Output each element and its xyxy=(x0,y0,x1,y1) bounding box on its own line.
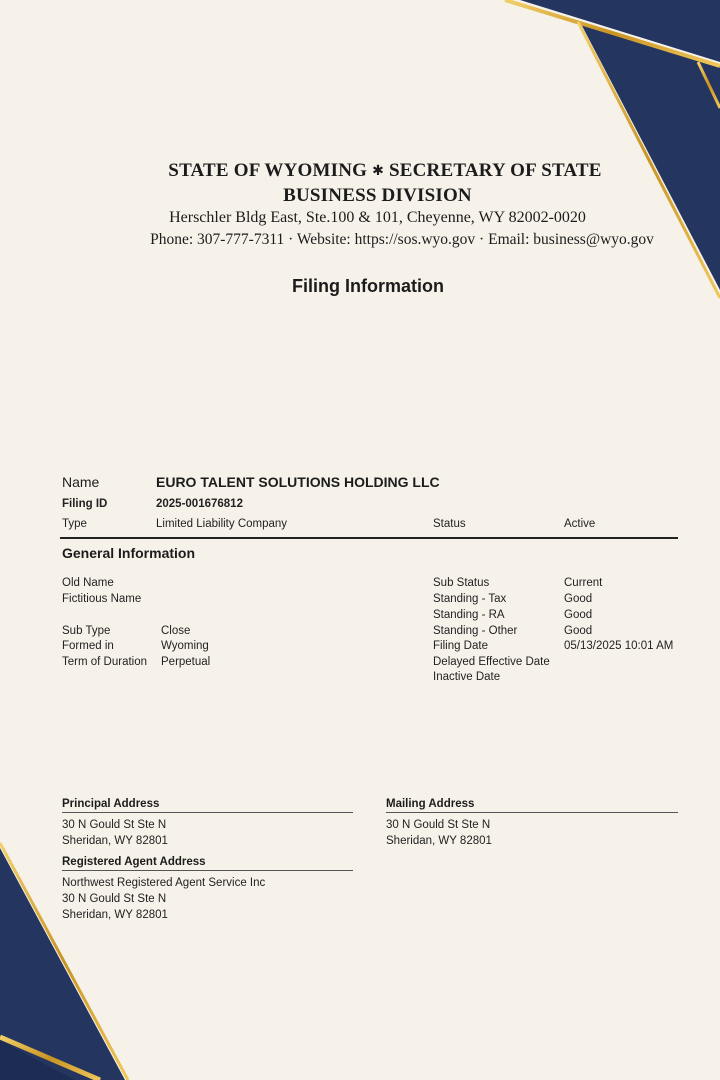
status-value: Active xyxy=(564,518,596,530)
type-label: Type xyxy=(62,518,87,530)
header-line1 xyxy=(0,160,720,182)
term-of-duration-label: Term of Duration xyxy=(62,656,148,668)
office-contact: Phone: 307-777-7311 · Website: https://sos.wyo.gov · Email: business@wyo.gov xyxy=(150,231,654,248)
formed-in-value: Wyoming xyxy=(161,640,209,652)
sub-type-label: Sub Type xyxy=(62,625,111,637)
mailing-address-rule xyxy=(386,812,678,813)
sub-status-label: Sub Status xyxy=(433,577,490,589)
entity-name: EURO TALENT SOLUTIONS HOLDING LLC xyxy=(156,474,440,490)
section-divider xyxy=(60,537,678,539)
state-label: STATE OF WYOMING xyxy=(168,160,368,181)
inactive-date-label: Inactive Date xyxy=(433,671,501,683)
registered-agent-name: Northwest Registered Agent Service Inc xyxy=(62,877,266,889)
standing-ra-value: Good xyxy=(564,609,593,621)
name-label: Name xyxy=(62,474,100,490)
standing-tax-value: Good xyxy=(564,593,593,605)
principal-address-heading: Principal Address xyxy=(62,798,160,810)
sub-status-value: Current xyxy=(564,577,603,589)
old-name-label: Old Name xyxy=(62,577,114,589)
formed-in-label: Formed in xyxy=(62,640,114,652)
filing-date-value: 05/13/2025 10:01 AM xyxy=(564,640,674,652)
term-of-duration-value: Perpetual xyxy=(161,656,211,668)
mailing-address-heading: Mailing Address xyxy=(386,798,475,810)
document-title: Filing Information xyxy=(292,276,444,296)
standing-tax-label: Standing - Tax xyxy=(433,593,507,605)
filing-date-label: Filing Date xyxy=(433,640,488,652)
standing-other-value: Good xyxy=(564,625,593,637)
filing-id-label: Filing ID xyxy=(62,498,108,510)
registered-agent-city: Sheridan, WY 82801 xyxy=(62,909,168,921)
star-separator-icon: ✱ xyxy=(372,163,385,179)
standing-other-label: Standing - Other xyxy=(433,625,518,637)
office-address: Herschler Bldg East, Ste.100 & 101, Cheyenne, WY 82002-0020 xyxy=(169,209,586,226)
principal-address-rule xyxy=(62,812,353,813)
sub-type-value: Close xyxy=(161,625,191,637)
office-label: SECRETARY OF STATE xyxy=(389,160,602,181)
top-right-corner-decoration xyxy=(505,0,720,298)
filing-id-value: 2025-001676812 xyxy=(156,498,243,510)
registered-agent-rule xyxy=(62,870,353,871)
fictitious-name-label: Fictitious Name xyxy=(62,593,142,605)
principal-address-line1: 30 N Gould St Ste N xyxy=(62,819,167,831)
mailing-address-line2: Sheridan, WY 82801 xyxy=(386,835,492,847)
type-value: Limited Liability Company xyxy=(156,518,288,530)
registered-agent-heading: Registered Agent Address xyxy=(62,856,206,868)
division-label: BUSINESS DIVISION xyxy=(283,185,472,206)
mailing-address-line1: 30 N Gould St Ste N xyxy=(386,819,491,831)
principal-address-line2: Sheridan, WY 82801 xyxy=(62,835,168,847)
status-label: Status xyxy=(433,518,466,530)
standing-ra-label: Standing - RA xyxy=(433,609,505,621)
delayed-effective-date-label: Delayed Effective Date xyxy=(433,656,550,668)
general-info-heading: General Information xyxy=(62,545,196,561)
registered-agent-street: 30 N Gould St Ste N xyxy=(62,893,167,905)
